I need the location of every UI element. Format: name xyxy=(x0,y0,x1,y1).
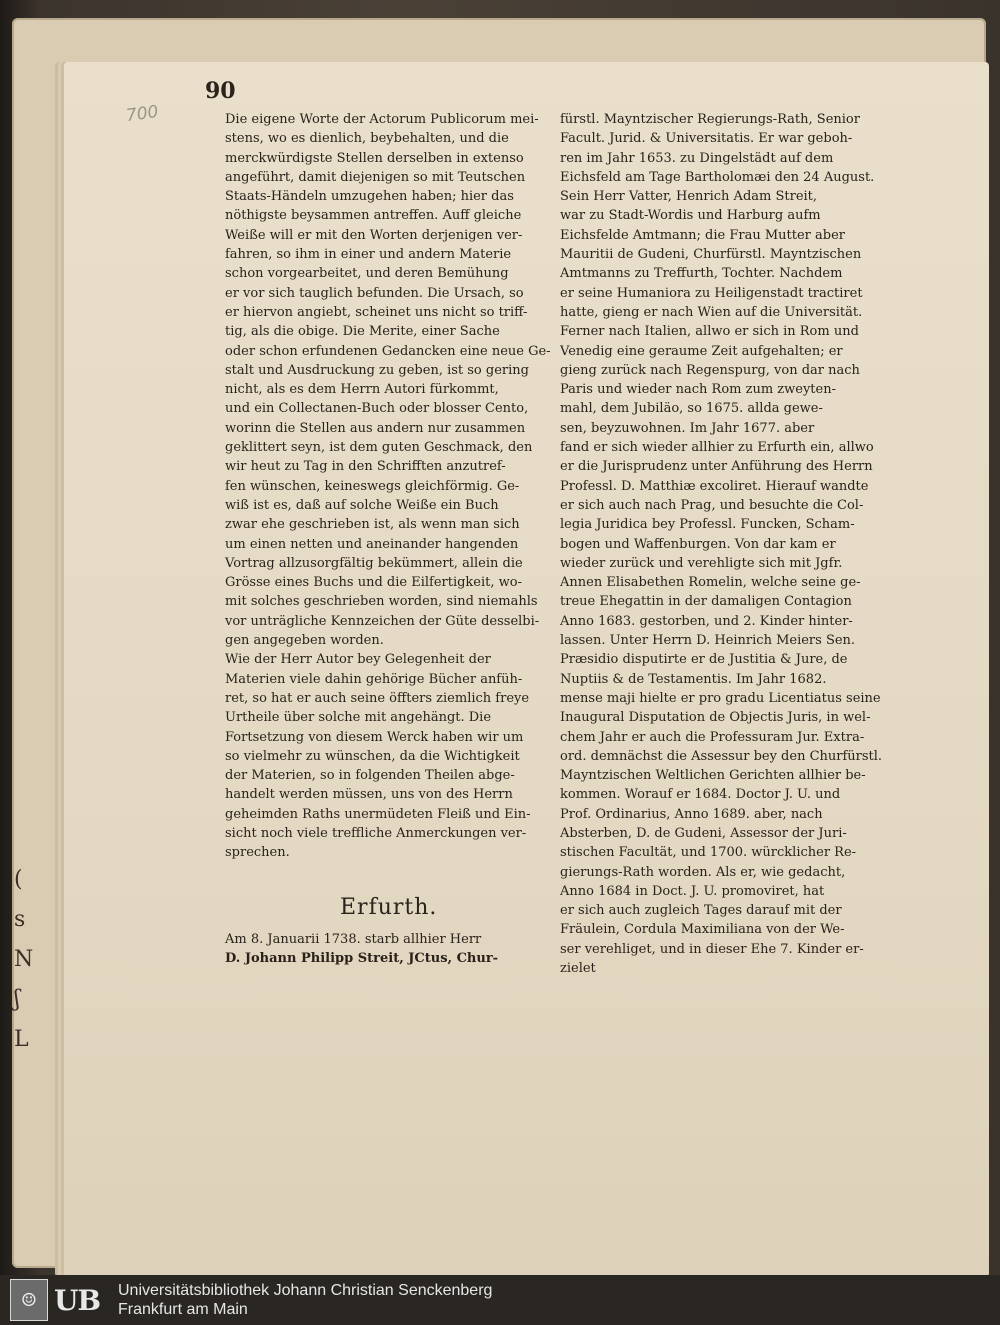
text-line: Vortrag allzusorgfältig bekümmert, allein die xyxy=(225,555,523,571)
text-line: so vielmehr zu wünschen, da die Wichtigkeit xyxy=(225,748,520,764)
text-line: Grösse eines Buchs und die Eilfertigkeit, wo- xyxy=(225,575,522,591)
logo-text: UB xyxy=(54,1283,101,1317)
text-line: Wie der Herr Autor bey Gelegenheit der xyxy=(225,652,491,668)
library-footer xyxy=(0,1275,1000,1325)
text-line: der Materien, so in folgenden Theilen abge- xyxy=(225,768,515,784)
text-line: hatte, gieng er nach Wien auf die Universität. xyxy=(560,304,863,320)
text-line: Nuptiis & de Testamentis. Im Jahr 1682. xyxy=(560,671,827,687)
text-line: er vor sich tauglich befunden. Die Ursach, so xyxy=(225,285,524,301)
text-line: mense maji hielte er pro gradu Licentiatus seine xyxy=(560,690,881,706)
text-line: nöthigste beysammen antreffen. Auff gleiche xyxy=(225,208,522,224)
text-line: stens, wo es dienlich, beybehalten, und die xyxy=(225,131,509,147)
obituary-entry xyxy=(225,930,560,969)
text-line: legia Juridica bey Professl. Funcken, Scham- xyxy=(560,517,855,533)
text-line: Fortsetzung von diesem Werck haben wir um xyxy=(225,729,524,745)
text-line: Ferner nach Italien, allwo er sich in Rom und xyxy=(560,324,859,340)
portrait-emblem-icon: ☺ xyxy=(10,1279,48,1321)
left-column xyxy=(225,110,560,863)
text-line: Absterben, D. de Gudeni, Assessor der Juri- xyxy=(560,825,847,841)
text-line: Die eigene Worte der Actorum Publicorum mei- xyxy=(225,112,539,127)
institution-line-2: Frankfurt am Main xyxy=(118,1301,248,1318)
text-line: er hiervon angiebt, scheinet uns nicht so triff- xyxy=(225,304,528,320)
text-line: tig, als die obige. Die Merite, einer Sache xyxy=(225,324,500,340)
text-line: sicht noch viele treffliche Anmerckungen ver- xyxy=(225,825,527,841)
text-line: gierungs-Rath worden. Als er, wie gedacht, xyxy=(560,864,846,880)
text-line: Staats-Händeln umzugehen haben; hier das xyxy=(225,189,514,205)
text-line: ret, so hat er auch seine öffters ziemlich freye xyxy=(225,690,530,706)
text-line: angeführt, damit diejenigen so mit Teutschen xyxy=(225,169,526,185)
text-line: Weiße will er mit den Worten derjenigen ver- xyxy=(225,227,523,243)
text-line: er sich auch zugleich Tages darauf mit der xyxy=(560,903,842,919)
text-line: Anno 1683. gestorben, und 2. Kinder hinter- xyxy=(560,613,853,629)
institution-line-1: Universitätsbibliothek Johann Christian Senckenberg xyxy=(118,1282,493,1299)
text-line: vor unträgliche Kennzeichen der Güte desselbi- xyxy=(225,613,540,629)
text-line: wiß ist es, daß auf solche Weiße ein Buch xyxy=(225,497,499,513)
text-line: geheimden Raths unermüdeten Fleiß und Ein- xyxy=(225,806,531,822)
text-line: oder schon erfundenen Gedancken eine neue Ge- xyxy=(225,343,551,359)
text-line: Eichsfelde Amtmann; die Frau Mutter aber xyxy=(560,227,846,243)
text-line: zielet xyxy=(560,961,596,977)
text-line: wir heut zu Tag in den Schrifften anzutref- xyxy=(225,459,506,475)
text-line: lassen. Unter Herrn D. Heinrich Meiers Sen. xyxy=(560,633,856,649)
text-line: stalt und Ausdruckung zu geben, ist so gering xyxy=(225,362,529,378)
text-line: gieng zurück nach Regenspurg, von dar nach xyxy=(560,362,860,378)
text-line: Paris und wieder nach Rom zum zweyten- xyxy=(560,382,836,398)
margin-marks: ( s N ʃ L xyxy=(14,867,34,1052)
pencil-mark: 700 xyxy=(124,101,160,127)
text-line: Venedig eine geraume Zeit aufgehalten; er xyxy=(560,343,843,359)
text-line: sprechen. xyxy=(225,845,290,861)
text-line: merckwürdigste Stellen derselben in extenso xyxy=(225,150,524,166)
text-line: bogen und Waffenburgen. Von dar kam er xyxy=(560,536,836,552)
text-line: Mauritii de Gudeni, Churfürstl. Mayntzischen xyxy=(560,247,862,263)
text-line: Anno 1684 in Doct. J. U. promoviret, hat xyxy=(560,883,825,899)
text-line: gen angegeben worden. xyxy=(225,633,384,649)
text-line: er sich auch nach Prag, und besuchte die Col- xyxy=(560,497,864,513)
text-line: Facult. Jurid. & Universitatis. Er war geboh- xyxy=(560,131,853,147)
text-line: Professl. D. Matthiæ excoliret. Hierauf wandte xyxy=(560,478,869,494)
text-line: mahl, dem Jubiläo, so 1675. allda gewe- xyxy=(560,401,823,417)
text-line: mit solches geschrieben worden, sind niemahls xyxy=(225,594,538,610)
text-line: fürstl. Mayntzischer Regierungs-Rath, Senior xyxy=(560,112,860,127)
text-line: Sein Herr Vatter, Henrich Adam Streit, xyxy=(560,189,818,205)
text-line: zwar ehe geschrieben ist, als wenn man sich xyxy=(225,517,520,533)
text-line: fen wünschen, keineswegs gleichförmig. Ge- xyxy=(225,478,520,494)
text-line: Mayntzischen Weltlichen Gerichten allhier be- xyxy=(560,768,866,784)
text-line: handelt werden müssen, uns von des Herrn xyxy=(225,787,513,803)
text-line: treue Ehegattin in der damaligen Contagion xyxy=(560,594,852,610)
text-line: geklittert seyn, ist dem guten Geschmack, den xyxy=(225,440,533,456)
text-line: ord. demnächst die Assessur bey den Churfürstl. xyxy=(560,748,883,764)
text-line: nicht, als es dem Herrn Autori fürkommt, xyxy=(225,382,499,398)
text-line: chem Jahr er auch die Professuram Jur. Extra- xyxy=(560,729,865,745)
text-line: war zu Stadt-Wordis und Harburg aufm xyxy=(560,208,821,224)
text-line: Prof. Ordinarius, Anno 1689. aber, nach xyxy=(560,806,823,822)
text-line: um einen netten und aneinander hangenden xyxy=(225,536,519,552)
text-line: worinn die Stellen aus andern nur zusammen xyxy=(225,420,526,436)
text-line: fahren, so ihm in einer und andern Materie xyxy=(225,247,512,263)
text-line: stischen Facultät, und 1700. würcklicher Re- xyxy=(560,845,857,861)
right-column xyxy=(560,110,895,978)
text-line: er die Jurisprudenz unter Anführung des Herrn xyxy=(560,459,873,475)
text-line: Materien viele dahin gehörige Bücher anfüh- xyxy=(225,671,523,687)
text-line: Præsidio disputirte er de Justitia & Jure, de xyxy=(560,652,848,668)
library-logo xyxy=(0,1275,108,1325)
text-line: wieder zurück und verehligte sich mit Jgfr. xyxy=(560,555,843,571)
text-line: Inaugural Disputation de Objectis Juris, in wel- xyxy=(560,710,871,726)
text-line: schon vorgearbeitet, und deren Bemühung xyxy=(225,266,509,282)
text-line: Urtheile über solche mit angehängt. Die xyxy=(225,710,492,726)
text-line: Amtmanns zu Treffurth, Tochter. Nachdem xyxy=(560,266,843,282)
text-line: er seine Humaniora zu Heiligenstadt tractiret xyxy=(560,285,863,301)
text-line: kommen. Worauf er 1684. Doctor J. U. und xyxy=(560,787,841,803)
text-line: Fräulein, Cordula Maximiliana von der We- xyxy=(560,922,845,938)
institution-name[interactable] xyxy=(118,1281,492,1319)
page-number: 90 xyxy=(205,78,236,104)
text-line: fand er sich wieder allhier zu Erfurth ein, allwo xyxy=(560,440,874,456)
text-line: ser verehliget, und in dieser Ehe 7. Kinder er- xyxy=(560,941,864,957)
section-heading: Erfurth. xyxy=(340,895,438,920)
text-line: ren im Jahr 1653. zu Dingelstädt auf dem xyxy=(560,150,834,166)
text-line: sen, beyzuwohnen. Im Jahr 1677. aber xyxy=(560,420,815,436)
text-line: Eichsfeld am Tage Bartholomæi den 24 August. xyxy=(560,169,875,185)
text-line: Annen Elisabethen Romelin, welche seine ge- xyxy=(560,575,861,591)
entry-line: Am 8. Januarii 1738. starb allhier Herr xyxy=(225,932,482,947)
text-line: und ein Collectanen-Buch oder blosser Cento, xyxy=(225,401,529,417)
entry-line: D. Johann Philipp Streit, JCtus, Chur- xyxy=(225,951,499,967)
